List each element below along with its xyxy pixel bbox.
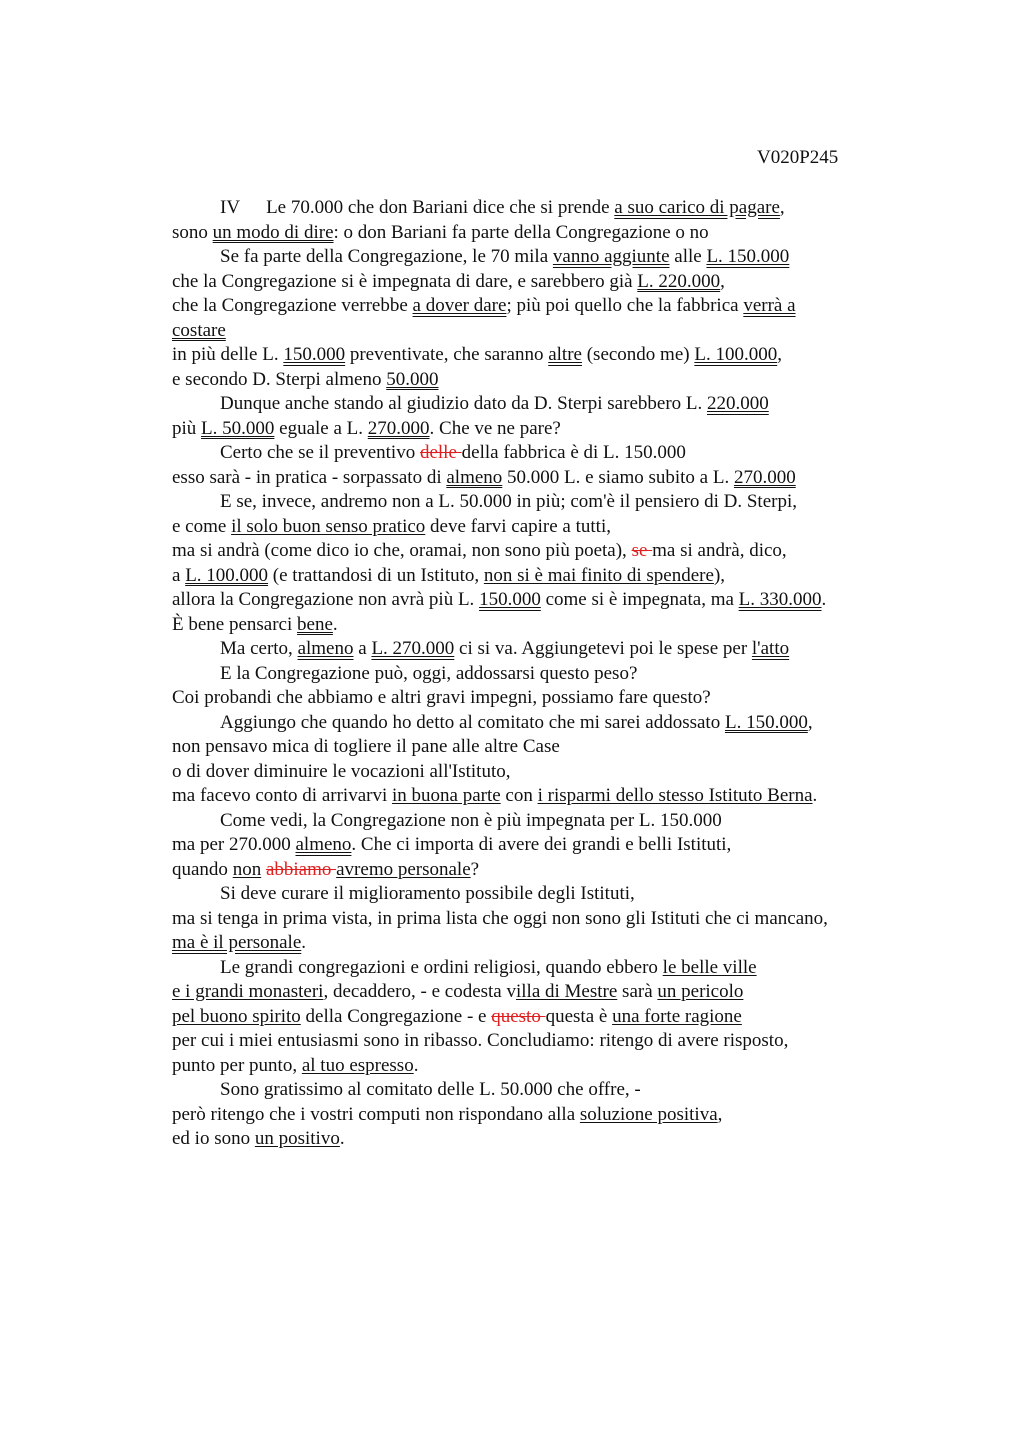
double-underlined-text: un modo di dire bbox=[212, 221, 334, 243]
text-segment: , bbox=[807, 711, 813, 733]
double-underlined-text: L. 100.000 bbox=[694, 344, 778, 365]
underlined-text: in buona parte bbox=[391, 785, 501, 806]
underlined-text: illa di Mestre bbox=[515, 981, 618, 1002]
text-segment: , bbox=[779, 197, 785, 218]
text-segment: punto per punto, bbox=[172, 1054, 302, 1076]
text-segment: (e trattandosi di un Istituto, bbox=[268, 564, 484, 586]
text-segment: che la Congregazione si è impegnata di dare, e sarebbero già bbox=[172, 270, 638, 292]
text-line bbox=[172, 1005, 912, 1030]
text-segment: ma per 270.000 bbox=[172, 834, 296, 855]
text-line bbox=[172, 392, 912, 417]
text-segment: . bbox=[301, 932, 307, 953]
text-segment: Le 70.000 che don Bariani dice che si prende bbox=[266, 197, 615, 218]
underlined-text: il solo buon senso pratico bbox=[231, 515, 426, 537]
text-segment: . Che ve ne pare? bbox=[429, 417, 561, 439]
double-underlined-text: 150.000 bbox=[479, 589, 541, 610]
text-line bbox=[172, 343, 912, 368]
underlined-text: le belle ville bbox=[662, 956, 757, 978]
text-line bbox=[172, 588, 912, 613]
text-segment: esso sarà - in pratica - sorpassato di bbox=[172, 466, 447, 488]
text-segment: È bene pensarci bbox=[172, 613, 298, 635]
text-segment: con bbox=[500, 785, 538, 806]
double-underlined-text: l'atto bbox=[751, 638, 790, 659]
text-segment: E la Congregazione può, oggi, addossarsi questo peso? bbox=[220, 662, 638, 684]
underlined-text: soluzione positiva bbox=[579, 1103, 718, 1125]
double-underlined-text: a dover dare bbox=[412, 295, 507, 316]
text-line bbox=[172, 466, 912, 491]
double-underlined-text: L. 100.000 bbox=[185, 564, 269, 586]
text-segment: preventivate, che saranno bbox=[345, 344, 549, 365]
page-code: V020P245 bbox=[757, 147, 839, 168]
double-underlined-text: L. 150.000 bbox=[724, 711, 808, 733]
text-line bbox=[172, 294, 912, 319]
double-underlined-text: 270.000 bbox=[367, 417, 430, 439]
underlined-text: e i grandi monasteri bbox=[172, 981, 324, 1002]
text-segment: in più delle L. bbox=[172, 344, 284, 365]
deleted-text: se bbox=[631, 540, 653, 561]
underlined-text: avremo personale bbox=[336, 858, 471, 880]
underlined-text: un pericolo bbox=[657, 981, 744, 1002]
underlined-text: pel buono spirito bbox=[172, 1005, 301, 1027]
text-line bbox=[172, 319, 912, 344]
underlined-text: un positivo bbox=[254, 1128, 340, 1149]
text-segment: a bbox=[172, 564, 186, 586]
double-underlined-text: 270.000 bbox=[733, 466, 796, 488]
text-line bbox=[172, 1127, 912, 1152]
text-line bbox=[172, 735, 912, 760]
double-underlined-text: bene bbox=[297, 613, 333, 635]
text-segment: a bbox=[353, 638, 372, 659]
text-line bbox=[172, 833, 912, 858]
text-segment: sono bbox=[172, 221, 213, 243]
double-underlined-text: almeno bbox=[446, 466, 503, 488]
text-line bbox=[172, 1029, 912, 1054]
double-underlined-text: 220.000 bbox=[707, 393, 769, 414]
double-underlined-text: L. 330.000 bbox=[738, 589, 822, 610]
double-underlined-text: almeno bbox=[295, 834, 352, 855]
letter-body bbox=[172, 196, 912, 1152]
text-line bbox=[172, 270, 912, 295]
text-line bbox=[172, 564, 912, 589]
underlined-text: i risparmi dello stesso Istituto Berna bbox=[537, 785, 813, 806]
double-underlined-text: almeno bbox=[297, 638, 354, 659]
text-line bbox=[172, 221, 912, 246]
text-segment: più bbox=[172, 417, 202, 439]
text-segment: 50.000 L. e siamo subito a L. bbox=[502, 466, 734, 488]
text-segment: sarà bbox=[617, 981, 658, 1002]
text-line bbox=[172, 1103, 912, 1128]
text-segment: non pensavo mica di togliere il pane alle altre Case bbox=[172, 736, 560, 757]
deleted-text: questo bbox=[491, 1005, 546, 1027]
text-segment: Coi probandi che abbiamo e altri gravi impegni, possiamo fare questo? bbox=[172, 687, 711, 708]
text-line bbox=[172, 441, 912, 466]
text-segment: . bbox=[339, 1128, 345, 1149]
text-segment: ), bbox=[713, 564, 726, 586]
text-segment: ed io sono bbox=[172, 1128, 255, 1149]
text-segment: della Congregazione - e bbox=[300, 1005, 492, 1027]
text-line bbox=[172, 539, 912, 564]
double-underlined-text: L. 150.000 bbox=[706, 246, 790, 267]
double-underlined-text: ma è il personale bbox=[172, 932, 302, 953]
underlined-text: non si è mai finito di spendere bbox=[483, 564, 714, 586]
text-line bbox=[172, 858, 912, 883]
text-segment: (secondo me) bbox=[581, 344, 695, 365]
text-segment: Certo che se il preventivo bbox=[220, 442, 420, 463]
text-segment: . bbox=[413, 1054, 419, 1076]
double-underlined-text: L. 50.000 bbox=[201, 417, 275, 439]
double-underlined-text: L. 220.000 bbox=[637, 270, 721, 292]
text-line bbox=[172, 760, 912, 785]
text-segment: Se fa parte della Congregazione, le 70 mila bbox=[220, 246, 553, 267]
deleted-text: abbiamo bbox=[265, 858, 337, 880]
text-segment: ci si va. Aggiungetevi poi le spese per bbox=[454, 638, 752, 659]
text-segment: ma facevo conto di arrivarvi bbox=[172, 785, 392, 806]
text-segment: Si deve curare il miglioramento possibile degli Istituti, bbox=[220, 883, 635, 904]
text-line bbox=[172, 490, 912, 515]
text-segment: e come bbox=[172, 515, 232, 537]
text-segment: come si è impegnata, ma bbox=[540, 589, 739, 610]
text-line bbox=[172, 882, 912, 907]
text-line bbox=[172, 368, 912, 393]
text-segment: deve farvi capire a tutti, bbox=[425, 515, 611, 537]
text-segment: o di dover diminuire le vocazioni all'Istituto, bbox=[172, 760, 511, 782]
double-underlined-text: vanno aggiunte bbox=[552, 246, 670, 267]
text-segment: Sono gratissimo al comitato delle L. 50.000 che offre, - bbox=[220, 1079, 641, 1100]
text-segment: Le grandi congregazioni e ordini religiosi, quando ebbero bbox=[220, 956, 663, 978]
text-segment: per cui i miei entusiasmi sono in ribasso. Concludiamo: ritengo di avere risposto, bbox=[172, 1030, 789, 1051]
text-line bbox=[172, 686, 912, 711]
text-segment: , decaddero, - e codesta v bbox=[323, 981, 516, 1002]
double-underlined-text: a suo carico di pagare bbox=[614, 197, 780, 218]
text-line bbox=[172, 613, 912, 638]
text-segment: però ritengo che i vostri computi non rispondano alla bbox=[172, 1103, 580, 1125]
double-underlined-text: verrà a bbox=[743, 295, 796, 316]
text-line bbox=[172, 980, 912, 1005]
text-line bbox=[172, 956, 912, 981]
text-segment: ma si tenga in prima vista, in prima lista che oggi non sono gli Istituti che ci mancano, bbox=[172, 907, 828, 929]
text-line bbox=[172, 515, 912, 540]
text-segment: Aggiungo che quando ho detto al comitato che mi sarei addossato bbox=[220, 711, 725, 733]
text-line bbox=[172, 907, 912, 932]
text-line bbox=[172, 245, 912, 270]
text-line bbox=[172, 931, 912, 956]
text-segment: IV bbox=[220, 197, 241, 218]
text-segment: allora la Congregazione non avrà più L. bbox=[172, 589, 480, 610]
double-underlined-text: 150.000 bbox=[283, 344, 346, 365]
text-segment: Ma certo, bbox=[220, 638, 298, 659]
text-line bbox=[172, 417, 912, 442]
text-line bbox=[172, 809, 912, 834]
text-segment: : o don Bariani fa parte della Congregazione o no bbox=[333, 221, 709, 243]
double-underlined-text: L. 270.000 bbox=[371, 638, 455, 659]
text-segment: , bbox=[720, 270, 725, 292]
text-segment: e secondo D. Sterpi almeno bbox=[172, 368, 387, 390]
text-segment: che la Congregazione verrebbe bbox=[172, 295, 413, 316]
text-segment: ? bbox=[470, 858, 480, 880]
text-line bbox=[172, 1078, 912, 1103]
text-line bbox=[172, 637, 912, 662]
text-segment: E se, invece, andremo non a L. 50.000 in più; com'è il pensiero di D. Sterpi, bbox=[220, 491, 797, 512]
text-segment: ma si andrà (come dico io che, oramai, non sono più poeta), bbox=[172, 540, 632, 561]
text-line bbox=[172, 711, 912, 736]
text-segment: Dunque anche stando al giudizio dato da D. Sterpi sarebbero L. bbox=[220, 393, 707, 414]
double-underlined-text: costare bbox=[172, 319, 226, 341]
text-segment: . bbox=[812, 785, 818, 806]
text-line bbox=[172, 1054, 912, 1079]
text-segment: . bbox=[332, 613, 338, 635]
text-line bbox=[172, 662, 912, 687]
text-segment: eguale a L. bbox=[274, 417, 368, 439]
underlined-text: non bbox=[232, 858, 262, 880]
text-segment: . Che ci importa di avere dei grandi e belli Istituti, bbox=[351, 834, 732, 855]
deleted-text: delle bbox=[419, 442, 462, 463]
text-segment: quando bbox=[172, 858, 233, 880]
text-line bbox=[172, 784, 912, 809]
text-segment: , bbox=[717, 1103, 723, 1125]
text-segment: della fabbrica è di L. 150.000 bbox=[461, 442, 686, 463]
text-segment: alle bbox=[669, 246, 707, 267]
text-segment: ; più poi quello che la fabbrica bbox=[506, 295, 744, 316]
text-segment: , bbox=[777, 344, 782, 365]
underlined-text: una forte ragione bbox=[612, 1005, 742, 1027]
underlined-text: al tuo espresso bbox=[301, 1054, 414, 1076]
text-segment: questa è bbox=[545, 1005, 613, 1027]
double-underlined-text: 50.000 bbox=[386, 368, 439, 390]
double-underlined-text: altre bbox=[548, 344, 582, 365]
text-line bbox=[172, 196, 912, 221]
text-segment: ma si andrà, dico, bbox=[652, 540, 787, 561]
text-segment: . bbox=[821, 589, 827, 610]
text-segment: Come vedi, la Congregazione non è più impegnata per L. 150.000 bbox=[220, 809, 722, 831]
